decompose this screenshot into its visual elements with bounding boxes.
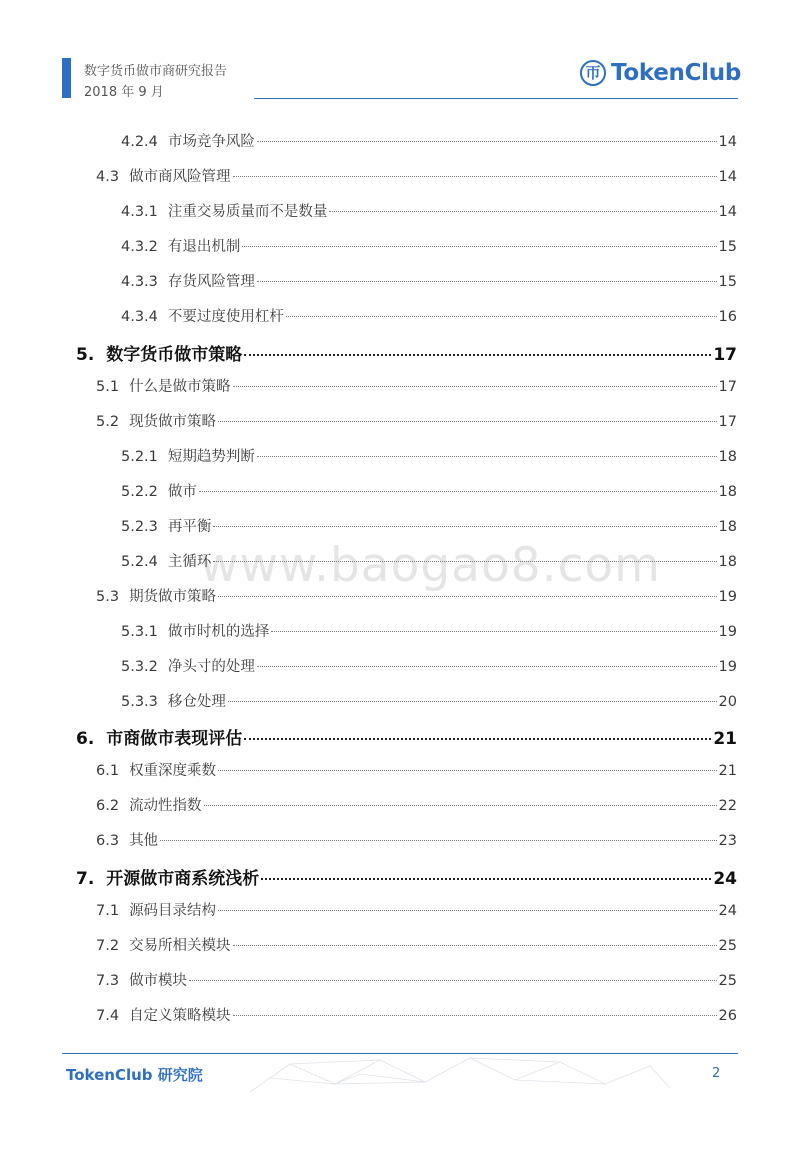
toc-entry[interactable] (96, 165, 737, 186)
toc-entry-page: 24 (713, 869, 737, 890)
toc-entry-page: 17 (718, 413, 737, 430)
toc-entry-title: 再平衡 (167, 518, 212, 535)
toc-entry[interactable] (96, 759, 737, 780)
toc-leader-dots (329, 211, 716, 212)
toc-entry-title: 交易所相关模块 (129, 938, 231, 955)
toc-entry-number: 6.3 (96, 833, 120, 850)
toc-entry-title: 做市 (167, 483, 197, 500)
toc-entry[interactable] (76, 724, 737, 749)
toc-entry-title: 期货做市策略 (129, 588, 217, 605)
toc-leader-dots (160, 840, 716, 841)
toc-entry-page: 22 (718, 798, 737, 815)
toc-entry-number: 5.2.2 (121, 483, 158, 500)
toc-leader-dots (189, 980, 716, 981)
toc-entry-number: 7.2 (96, 938, 120, 955)
toc-entry-page: 20 (718, 693, 737, 710)
toc-entry[interactable] (121, 515, 737, 536)
toc-entry-number: 5.2.1 (121, 448, 158, 465)
tokenclub-logo-icon: 帀 (580, 60, 606, 86)
tokenclub-logo (580, 60, 741, 86)
toc-entry-title: 存货风险管理 (167, 273, 255, 290)
toc-leader-dots (233, 945, 717, 946)
toc-leader-dots (204, 805, 717, 806)
footer-brand: TokenClub 研究院 (66, 1066, 203, 1084)
toc-entry-title: 权重深度乘数 (129, 763, 217, 780)
toc-entry-number: 5.3.1 (121, 623, 158, 640)
toc-entry[interactable] (96, 934, 737, 955)
toc-entry[interactable] (121, 270, 737, 291)
toc-entry-page: 25 (718, 938, 737, 955)
toc-entry-title: 注重交易质量而不是数量 (167, 203, 328, 220)
toc-entry-page: 15 (718, 238, 737, 255)
toc-leader-dots (228, 701, 717, 702)
toc-entry-title: 移仓处理 (167, 693, 226, 710)
toc-entry-title: 不要过度使用杠杆 (167, 308, 284, 325)
toc-leader-dots (218, 421, 716, 422)
toc-entry-number: 4.3.3 (121, 273, 158, 290)
toc-leader-dots (218, 910, 716, 911)
toc-entry-number: 7. (76, 869, 95, 890)
toc-entry-page: 23 (718, 833, 737, 850)
watermark: www.baogao8.com (200, 538, 661, 593)
toc-entry-title: 源码目录结构 (129, 903, 217, 920)
toc-entry-number: 5. (76, 344, 95, 365)
toc-leader-dots (213, 561, 716, 562)
toc-entry-title: 做市时机的选择 (167, 623, 270, 640)
toc-entry-page: 18 (718, 483, 737, 500)
toc-entry-page: 21 (713, 729, 737, 750)
toc-entry-number: 4.3 (96, 168, 120, 185)
toc-entry-title: 做市商风险管理 (129, 168, 231, 185)
toc-entry-page: 21 (718, 763, 737, 780)
toc-entry-number: 5.3.2 (121, 658, 158, 675)
toc-entry-page: 18 (718, 518, 737, 535)
toc-leader-dots (261, 878, 711, 880)
toc-leader-dots (257, 141, 717, 142)
toc-leader-dots (286, 316, 717, 317)
toc-entry-number: 5.2.4 (121, 553, 158, 570)
toc-entry[interactable] (121, 235, 737, 256)
toc-entry[interactable] (96, 410, 737, 431)
toc-entry-page: 14 (718, 134, 737, 150)
toc-entry-title: 其他 (129, 833, 159, 850)
toc-entry-number: 5.1 (96, 378, 120, 395)
toc-entry-page: 24 (718, 903, 737, 920)
toc-entry[interactable] (121, 550, 737, 571)
toc-entry[interactable] (96, 585, 737, 606)
toc-entry-page: 14 (718, 168, 737, 185)
toc-leader-dots (218, 770, 716, 771)
toc-entry-title: 自定义策略模块 (129, 1008, 231, 1025)
toc-entry-number: 5.3 (96, 588, 120, 605)
toc-leader-dots (271, 631, 716, 632)
report-date: 2018 年 9 月 (84, 85, 164, 100)
toc-entry-number: 7.1 (96, 903, 120, 920)
toc-leader-dots (213, 526, 716, 527)
header-accent-bar (62, 58, 71, 98)
toc-entry-page: 19 (718, 658, 737, 675)
toc-entry-title: 开源做市商系统浅析 (106, 869, 260, 890)
toc-leader-dots (257, 281, 717, 282)
toc-entry-number: 5.2 (96, 413, 120, 430)
toc-leader-dots (257, 456, 717, 457)
toc-entry-number: 7.4 (96, 1008, 120, 1025)
toc-entry-title: 净头寸的处理 (167, 658, 255, 675)
toc-entry-number: 7.3 (96, 973, 120, 990)
toc-entry[interactable] (96, 899, 737, 920)
toc-entry-page: 19 (718, 588, 737, 605)
toc-entry[interactable] (121, 620, 737, 641)
toc-entry-title: 现货做市策略 (129, 413, 217, 430)
toc-entry-title: 什么是做市策略 (129, 378, 231, 395)
toc-entry-title: 短期趋势判断 (167, 448, 255, 465)
toc-leader-dots (233, 176, 717, 177)
toc-entry-page: 15 (718, 273, 737, 290)
toc-entry-number: 4.3.4 (121, 308, 158, 325)
toc-entry[interactable] (96, 1004, 737, 1025)
toc-entry-number: 4.3.1 (121, 203, 158, 220)
toc-entry[interactable] (96, 829, 737, 850)
toc-entry-number: 5.2.3 (121, 518, 158, 535)
toc-entry-number: 6.1 (96, 763, 120, 780)
toc-leader-dots (244, 738, 711, 740)
toc-entry-title: 做市模块 (129, 973, 188, 990)
report-title: 数字货币做市商研究报告 (84, 64, 228, 79)
toc-entry[interactable] (121, 305, 737, 326)
toc-leader-dots (233, 1015, 717, 1016)
toc-entry-page: 18 (718, 553, 737, 570)
toc-entry-title: 有退出机制 (167, 238, 241, 255)
logo-text: TokenClub (611, 60, 741, 86)
page-number: 2 (712, 1066, 721, 1081)
toc-leader-dots (218, 596, 716, 597)
toc-leader-dots (242, 246, 716, 247)
toc-entry-title: 市商做市表现评估 (106, 729, 243, 750)
toc-entry-number: 4.3.2 (121, 238, 158, 255)
toc-entry-title: 数字货币做市策略 (106, 344, 243, 365)
toc-entry[interactable] (76, 340, 737, 365)
toc-entry-number: 6.2 (96, 798, 120, 815)
toc-entry[interactable] (121, 200, 737, 221)
toc-entry-page: 19 (718, 623, 737, 640)
toc-entry-page: 25 (718, 973, 737, 990)
toc-entry[interactable] (76, 864, 737, 889)
toc-entry[interactable] (96, 794, 737, 815)
toc-leader-dots (257, 666, 717, 667)
toc-entry-page: 17 (713, 344, 737, 365)
toc-entry-page: 17 (718, 378, 737, 395)
toc-entry[interactable] (121, 690, 737, 711)
toc-entry-page: 14 (718, 203, 737, 220)
toc-entry-title: 市场竞争风险 (167, 134, 255, 150)
toc-entry-title: 流动性指数 (129, 798, 202, 815)
toc-entry-number: 5.3.3 (121, 693, 158, 710)
toc-entry[interactable] (121, 445, 737, 466)
toc-entry[interactable] (121, 130, 737, 151)
toc-entry-title: 主循环 (167, 553, 212, 570)
toc-leader-dots (199, 491, 717, 492)
toc-entry[interactable] (121, 655, 737, 676)
toc-entry[interactable] (96, 969, 737, 990)
toc-entry[interactable] (121, 480, 737, 501)
toc-entry[interactable] (96, 375, 737, 396)
toc-leader-dots (233, 386, 717, 387)
toc-entry-number: 4.2.4 (121, 134, 158, 150)
toc-entry-page: 18 (718, 448, 737, 465)
toc-entry-page: 26 (718, 1008, 737, 1025)
footer-network-decoration (250, 1054, 670, 1094)
toc-entry-number: 6. (76, 729, 95, 750)
toc-entry-page: 16 (718, 308, 737, 325)
header-divider (254, 98, 738, 99)
toc-leader-dots (244, 354, 711, 356)
